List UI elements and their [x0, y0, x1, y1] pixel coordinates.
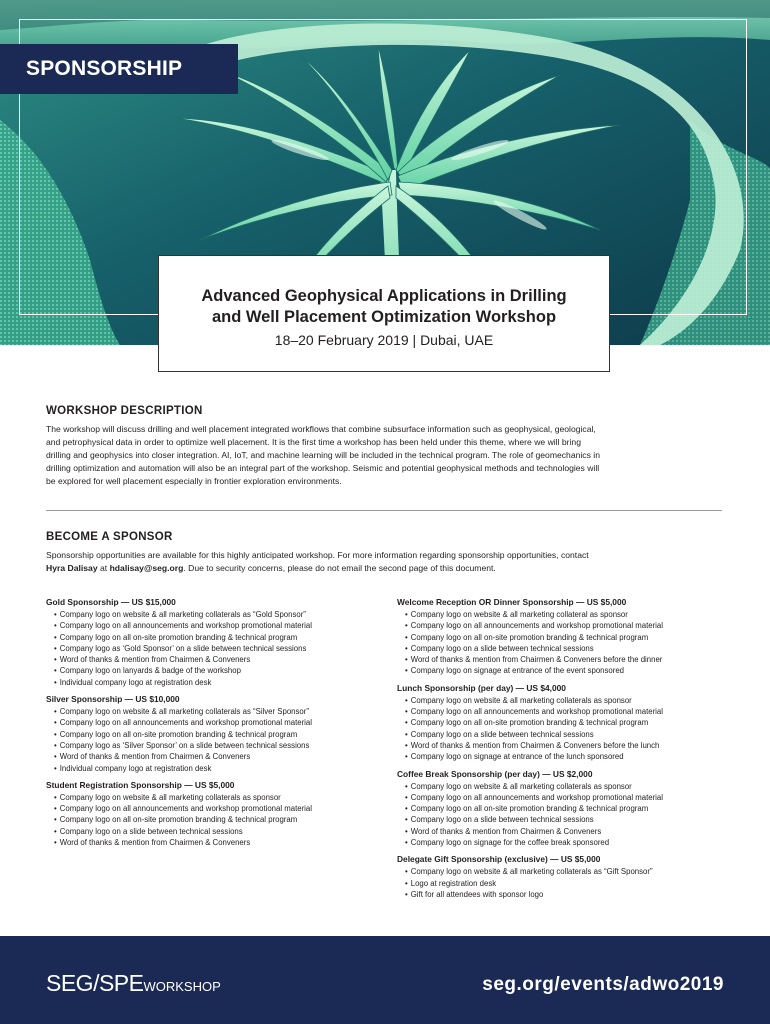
- package-title: Lunch Sponsorship (per day) — US $4,000: [397, 682, 566, 693]
- package-coffee-break: [397, 769, 727, 849]
- package-title: Student Registration Sponsorship — US $5,000: [46, 779, 235, 790]
- sponsorship-band: [0, 44, 238, 94]
- package-item: • Company logo on all on-site promotion branding & technical program: [54, 814, 376, 825]
- package-item: • Individual company logo at registration desk: [54, 677, 376, 688]
- sponsor-security-note: . Due to security concerns, please do not email the second page of this document.: [183, 563, 496, 573]
- package-item: • Company logo on website & all marketing collaterals as sponsor: [405, 695, 727, 706]
- sponsorship-label: SPONSORSHIP: [26, 57, 183, 80]
- package-item: • Word of thanks & mention from Chairmen & Conveners: [405, 826, 727, 837]
- contact-name: Hyra Dalisay: [46, 563, 98, 573]
- package-silver: [46, 694, 376, 774]
- package-title: Welcome Reception OR Dinner Sponsorship — US $5,000: [397, 597, 627, 607]
- package-item: • Company logo on a slide between technical sessions: [405, 814, 727, 825]
- workshop-title-box: [158, 255, 610, 372]
- package-item: • Company logo as ‘Gold Sponsor’ on a slide between technical sessions: [54, 643, 376, 654]
- package-title: Gold Sponsorship — US $15,000: [46, 597, 176, 607]
- contact-at: at: [97, 563, 110, 573]
- package-item: • Company logo on all announcements and workshop promotional material: [54, 620, 376, 631]
- package-item: • Company logo on website & all marketing collaterals as “Silver Sponsor”: [54, 706, 376, 717]
- sponsor-heading: BECOME A SPONSOR: [46, 531, 173, 543]
- package-item: • Company logo on signage at entrance of the event sponsored: [405, 665, 727, 676]
- package-item: • Company logo on website & all marketing collateral as sponsor: [405, 609, 727, 620]
- package-item: • Individual company logo at registration desk: [54, 763, 376, 774]
- package-lunch: [397, 683, 727, 763]
- package-item: • Company logo on signage at entrance of the lunch sponsored: [405, 751, 727, 762]
- workshop-title-line1: Advanced Geophysical Applications in Drilling: [201, 287, 567, 305]
- package-item: • Company logo on signage for the coffee break sponsored: [405, 837, 727, 848]
- package-gold: [46, 597, 376, 688]
- description-line: drilling optimization and automation will also be an integral part of the workshop. Seismic and potential geophysical methods and technologies will: [46, 463, 600, 473]
- package-item: • Word of thanks & mention from Chairmen & Conveners: [54, 837, 376, 848]
- packages-right-column: [397, 597, 727, 906]
- section-divider: [46, 510, 722, 511]
- package-item: • Company logo on website & all marketing collaterals as “Gold Sponsor”: [54, 609, 376, 620]
- package-item: • Company logo on all announcements and workshop promotional material: [405, 706, 727, 717]
- package-item: • Company logo on all on-site promotion branding & technical program: [405, 717, 727, 728]
- seg-spe-workshop-logo: [46, 970, 221, 997]
- package-item: • Company logo on a slide between technical sessions: [405, 643, 727, 654]
- description-line: The workshop will discuss drilling and well placement integrated workflows that combine subsurface information such as geophysical, geological,: [46, 424, 596, 434]
- description-line: be explored for well placement especially in frontier exploration environments.: [46, 476, 342, 486]
- package-item: • Company logo on all on-site promotion branding & technical program: [405, 632, 727, 643]
- sponsor-intro: Sponsorship opportunities are available for this highly anticipated workshop. For more information regarding sponsorship opportunities, contact: [46, 550, 589, 560]
- package-item: • Company logo on a slide between technical sessions: [54, 826, 376, 837]
- contact-email-link[interactable]: hdalisay@seg.org: [109, 563, 184, 573]
- packages-left-column: [46, 597, 376, 854]
- package-item: • Company logo on all announcements and workshop promotional material: [54, 717, 376, 728]
- package-item: • Word of thanks & mention from Chairmen & Conveners: [54, 751, 376, 762]
- event-url-link[interactable]: seg.org/events/adwo2019: [482, 974, 724, 995]
- description-heading: WORKSHOP DESCRIPTION: [46, 405, 203, 417]
- package-item: • Company logo on website & all marketing collaterals as sponsor: [405, 781, 727, 792]
- package-title: Silver Sponsorship — US $10,000: [46, 694, 180, 705]
- description-line: drilling and geophysics into closer integration. AI, IoT, and machine learning will be included in the technical program. The role of geomechanics in: [46, 450, 600, 460]
- workshop-title-line2: and Well Placement Optimization Workshop: [211, 308, 557, 326]
- package-item: • Company logo on all announcements and workshop promotional material: [405, 792, 727, 803]
- package-item: • Company logo on website & all marketing collaterals as sponsor: [54, 792, 376, 803]
- package-item: • Company logo as ‘Silver Sponsor’ on a slide between technical sessions: [54, 740, 376, 751]
- package-title: Delegate Gift Sponsorship (exclusive) — US $5,000: [397, 854, 601, 865]
- logo-main-text: SEG/SPE: [46, 970, 144, 996]
- package-delegate-gift: [397, 854, 727, 900]
- package-item: • Company logo on all on-site promotion branding & technical program: [54, 729, 376, 740]
- package-item: • Company logo on all on-site promotion branding & technical program: [54, 632, 376, 643]
- package-item: • Word of thanks & mention from Chairmen & Conveners before the dinner: [405, 654, 727, 665]
- workshop-description: [46, 405, 724, 488]
- package-item: • Company logo on all announcements and workshop promotional material: [54, 803, 376, 814]
- package-item: • Word of thanks & mention from Chairmen & Conveners: [54, 654, 376, 665]
- package-item: • Company logo on all on-site promotion branding & technical program: [405, 803, 727, 814]
- workshop-dates: 18–20 February 2019 | Dubai, UAE: [274, 332, 494, 348]
- logo-suffix-text: WORKSHOP: [143, 979, 221, 994]
- footer-band: [0, 936, 770, 1024]
- package-item: • Gift for all attendees with sponsor logo: [405, 889, 727, 900]
- package-item: • Company logo on all announcements and workshop promotional material: [405, 620, 727, 631]
- package-item: • Company logo on a slide between technical sessions: [405, 729, 727, 740]
- package-title: Coffee Break Sponsorship (per day) — US $2,000: [397, 768, 593, 779]
- package-student-registration: [46, 780, 376, 848]
- package-item: • Company logo on website & all marketing collaterals as “Gift Sponsor”: [405, 866, 727, 877]
- description-line: and petrophysical data in order to optimize well placement. It is the first time a workshop has been held under this theme, where we will bring: [46, 437, 581, 447]
- become-a-sponsor: [46, 531, 724, 575]
- package-welcome-reception: [397, 597, 727, 677]
- package-item: • Logo at registration desk: [405, 878, 727, 889]
- package-item: • Word of thanks & mention from Chairmen & Conveners before the lunch: [405, 740, 727, 751]
- package-item: • Company logo on lanyards & badge of the workshop: [54, 665, 376, 676]
